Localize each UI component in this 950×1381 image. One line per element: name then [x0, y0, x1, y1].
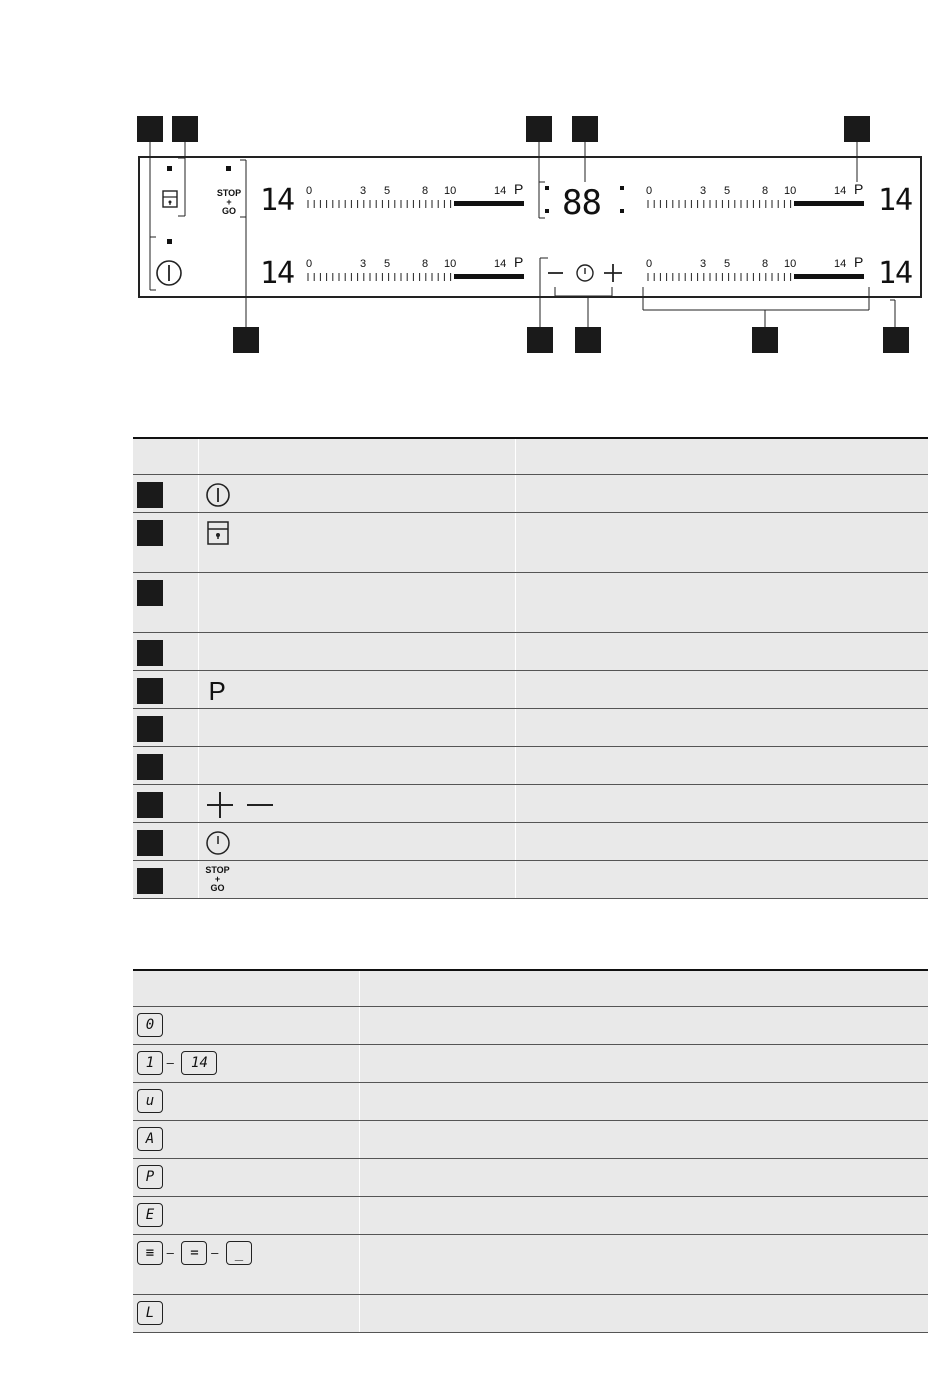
dash-separator: – [211, 1244, 219, 1260]
display-code: P [137, 1165, 163, 1189]
scale-label: 5 [384, 258, 391, 270]
display-code: 1 [137, 1051, 163, 1075]
scale-bar [454, 201, 524, 206]
scale-label: 14 [494, 185, 507, 197]
table-row [133, 1082, 928, 1120]
scale-label: P [514, 181, 524, 197]
right-digits-top: 14 [878, 183, 913, 218]
row-marker [137, 580, 163, 606]
scale-label: 10 [444, 258, 457, 270]
booster-p-icon: P [208, 675, 226, 706]
scale-label: 14 [834, 258, 847, 270]
stop-go-label [212, 189, 246, 216]
scale-label: 0 [646, 258, 653, 270]
table-row [133, 670, 928, 708]
table-row [133, 1044, 928, 1082]
scale-label: 0 [646, 185, 653, 197]
table-row [133, 746, 928, 784]
row-marker [137, 792, 163, 818]
scale-label: 8 [762, 258, 769, 270]
scale-label: 3 [360, 258, 367, 270]
plus-minus-icon [203, 792, 283, 818]
dash-separator: – [166, 1244, 174, 1260]
right-digits-bottom: 14 [878, 256, 913, 291]
dash-separator: – [166, 1054, 174, 1070]
row-marker [137, 520, 163, 546]
scale-bar [794, 274, 864, 279]
scale-label: 5 [724, 185, 731, 197]
panel-frame [0, 0, 950, 380]
scale-label: 10 [784, 258, 797, 270]
row-marker [137, 868, 163, 894]
table-row [133, 822, 928, 860]
lock-icon [203, 520, 233, 546]
display-code: 14 [181, 1051, 217, 1075]
table-row [133, 1234, 928, 1294]
symbols-table [133, 437, 928, 899]
display-code: A [137, 1127, 163, 1151]
table-row [133, 860, 928, 898]
table-row [133, 1294, 928, 1332]
plus-text: + [214, 873, 221, 884]
display-code: _ [226, 1241, 252, 1265]
power-icon [203, 482, 233, 508]
scale-label: 3 [700, 185, 707, 197]
scale-label: 10 [784, 185, 797, 197]
scale-label: 0 [306, 185, 313, 197]
table-row [133, 512, 928, 572]
row-marker [137, 830, 163, 856]
timer-digits: 88 [562, 183, 601, 223]
table-row [133, 1006, 928, 1044]
plus-text: + [226, 197, 232, 207]
scale-label: 8 [762, 185, 769, 197]
display-code: L [137, 1301, 163, 1325]
scale-label: 3 [360, 185, 367, 197]
table-row [133, 1158, 928, 1196]
scale-label: P [514, 254, 524, 270]
display-code: E [137, 1203, 163, 1227]
scale-label: 5 [724, 258, 731, 270]
display-code: u [137, 1089, 163, 1113]
stop-text: STOP [216, 188, 242, 198]
row-marker [137, 678, 163, 704]
scale-bar [794, 201, 864, 206]
stop-text: STOP [205, 864, 230, 875]
scale-label: 5 [384, 185, 391, 197]
table-row [133, 572, 928, 632]
left-digits-bottom: 14 [260, 256, 295, 291]
scale-label: 8 [422, 258, 429, 270]
stop-go-icon [203, 866, 233, 893]
table-row [133, 474, 928, 512]
go-text: GO [210, 882, 225, 893]
table-row [133, 1120, 928, 1158]
table-row [133, 1196, 928, 1234]
display-codes-table [133, 969, 928, 1333]
row-marker [137, 482, 163, 508]
left-digits-top: 14 [260, 183, 295, 218]
scale-label: 3 [700, 258, 707, 270]
timer-icon [203, 830, 233, 856]
scale-label: P [854, 254, 864, 270]
scale-label: 8 [422, 185, 429, 197]
scale-label: 14 [834, 185, 847, 197]
scale-bar [454, 274, 524, 279]
row-marker [137, 754, 163, 780]
display-code: = [181, 1241, 207, 1265]
go-text: GO [221, 206, 236, 216]
display-code: 0 [137, 1013, 163, 1037]
table-row [133, 784, 928, 822]
scale-label: 0 [306, 258, 313, 270]
table-row [133, 632, 928, 670]
display-code: ≡ [137, 1241, 163, 1265]
row-marker [137, 640, 163, 666]
table-row [133, 708, 928, 746]
row-marker [137, 716, 163, 742]
scale-label: P [854, 181, 864, 197]
scale-label: 10 [444, 185, 457, 197]
scale-label: 14 [494, 258, 507, 270]
